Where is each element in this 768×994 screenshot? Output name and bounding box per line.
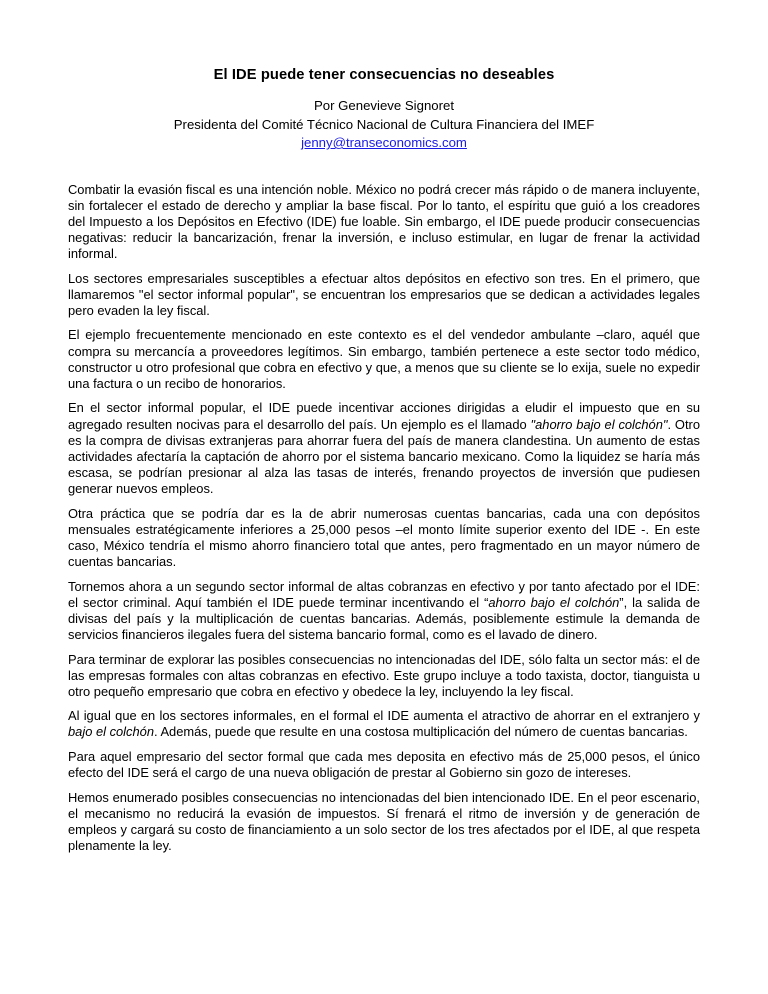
body-paragraph — [68, 708, 700, 740]
body-paragraph — [68, 327, 700, 391]
paragraph-text: Para terminar de explorar las posibles consecuencias no intencionadas del IDE, sólo falta un sector más: el de las empresas formales con altas cobranzas en efectivo. Este grupo incluye a todo taxista, doctor, tianguista u otro pequeño empresario que cobra en efectivo y obedece la ley, incluyendo la ley fiscal. — [68, 651, 700, 699]
paragraph-text: . Otro es la compra de divisas extranjeras para ahorrar fuera del país de manera clandestina. Un aumento de estas actividades afectaría la captación de ahorro por el sistema bancario mexicano. Como la liquidez se haría más escasa, se podrían presionar al alza las tasas de interés, frenando proyectos de inversión que pudiesen generar nuevos empleos. — [68, 416, 700, 496]
body-paragraph — [68, 579, 700, 643]
byline — [68, 84, 700, 153]
paragraph-text: Tornemos ahora a un segundo sector informal de altas cobranzas en efectivo y por tanto afectado por el IDE: el sector criminal. Aquí también el IDE puede terminar incentivando el “ — [68, 578, 700, 610]
paragraph-text: Los sectores empresariales susceptibles a efectuar altos depósitos en efectivo son tres. En el primero, que llamaremos "el sector informal popular", se encuentran los empresarios que se dedican a actividades legales pero evaden la ley fiscal. — [68, 270, 700, 318]
body-paragraph — [68, 400, 700, 497]
paragraph-text: ”, la salida de divisas del país y la multiplicación de cuentas bancarias. Además, posiblemente estimule la demanda de servicios financieros ilegales fuera del sistema bancario formal, como es el lavado de dinero. — [68, 594, 700, 642]
body-paragraph — [68, 790, 700, 854]
body-paragraph — [68, 506, 700, 570]
paragraph-text: Combatir la evasión fiscal es una intención noble. México no podrá crecer más rápido o de manera incluyente, sin fortalecer el estado de derecho y ampliar la base fiscal. Por lo tanto, el espíritu que guió a los creadores del Impuesto a los Depósitos en Efectivo (IDE) fue loable. Sin embargo, el IDE puede producir consecuencias negativas: reducir la bancarización, frenar la inversión, e incluso estimular, en lugar de frenar la actividad informal. — [68, 181, 700, 261]
paragraph-text: Otra práctica que se podría dar es la de abrir numerosas cuentas bancarias, cada una con depósitos mensuales estratégicamente inferiores a 25,000 pesos –el monto límite superior exento del IDE -. En este caso, México tendría el mismo ahorro financiero total que antes, pero fragmentado en un mayor número de cuentas bancarias. — [68, 505, 700, 569]
body-paragraph — [68, 749, 700, 781]
paragraph-text: Al igual que en los sectores informales, en el formal el IDE aumenta el atractivo de ahorrar en el extranjero y — [68, 708, 700, 724]
paragraph-text: El ejemplo frecuentemente mencionado en este contexto es el del vendedor ambulante –claro, aquél que compra su mercancía a proveedores legítimos. Sin embargo, también pertenece a este sector todo médico, constructor u otro profesional que cobra en efectivo y que, a menos que su cliente se lo exija, suele no expedir una factura o un recibo de honorarios. — [68, 327, 700, 391]
document-content — [68, 0, 700, 854]
paragraph-text: Para aquel empresario del sector formal que cada mes deposita en efectivo más de 25,000 pesos, el único efecto del IDE será el cargo de una nueva obligación de prestar al Gobierno sin gozo de intereses. — [68, 749, 700, 781]
paragraph-text: Hemos enumerado posibles consecuencias no intencionadas del bien intencionado IDE. En el peor escenario, el mecanismo no reducirá la evasión de impuestos. Sí frenará el ritmo de inversión y de generación de empleos y cargará su costo de financiamiento a un solo sector de los tres afectados por el IDE, al que respeta plenamente la ley. — [68, 789, 700, 854]
byline-email-line — [68, 134, 700, 153]
emphasis-text: bajo el colchón — [68, 724, 154, 740]
body-paragraph — [68, 182, 700, 262]
paragraph-text: En el sector informal popular, el IDE puede incentivar acciones dirigidas a eludir el impuesto que en su agregado resulten nocivas para el desarrollo del país. Un ejemplo es el llamado — [68, 400, 700, 432]
email-link[interactable]: jenny@transeconomics.com — [301, 135, 467, 150]
paragraph-text: . Además, puede que resulte en una costosa multiplicación del número de cuentas bancarias. — [154, 724, 688, 740]
body-paragraph — [68, 652, 700, 700]
body-paragraph — [68, 271, 700, 319]
page-title: El IDE puede tener consecuencias no deseables — [213, 67, 555, 83]
emphasis-text: ahorro bajo el colchón — [488, 594, 620, 610]
article-body — [68, 153, 700, 855]
byline-affiliation: Presidenta del Comité Técnico Nacional de Cultura Financiera del IMEF — [173, 116, 595, 132]
emphasis-text: "ahorro bajo el colchón" — [530, 416, 668, 432]
byline-author: Por Genevieve Signoret — [313, 98, 454, 113]
